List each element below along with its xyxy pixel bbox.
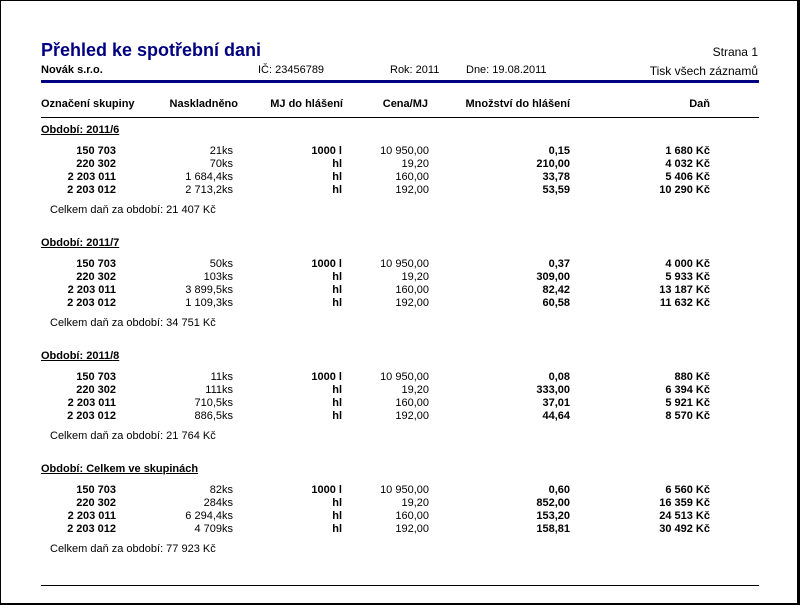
tax-cell: 11 632 Kč: [659, 297, 710, 309]
unit-cell: hl: [332, 284, 342, 296]
price-cell: 19,20: [401, 384, 429, 396]
table-row: [0, 510, 800, 523]
quantity-cell: 44,64: [542, 410, 570, 422]
quantity-cell: 0,60: [548, 484, 570, 496]
stock-cell: 11ks: [210, 371, 233, 383]
tax-cell: 5 921 Kč: [665, 397, 710, 409]
tax-cell: 6 560 Kč: [665, 484, 710, 496]
quantity-cell: 309,00: [536, 271, 570, 283]
group-code: 150 703: [76, 258, 116, 270]
group-code: 2 203 012: [67, 297, 116, 309]
group-code: 2 203 012: [67, 523, 116, 535]
period-title: Období: 2011/7: [41, 237, 120, 249]
table-row: [0, 397, 800, 410]
quantity-cell: 37,01: [542, 397, 570, 409]
price-cell: 192,00: [395, 297, 429, 309]
price-cell: 160,00: [395, 510, 429, 522]
table-row: [0, 497, 800, 510]
price-cell: 10 950,00: [380, 258, 429, 270]
quantity-cell: 53,59: [542, 184, 570, 196]
table-row: [0, 145, 800, 158]
group-code: 220 302: [76, 158, 116, 170]
stock-cell: 103ks: [203, 271, 233, 283]
group-code: 2 203 011: [67, 510, 116, 522]
price-cell: 192,00: [395, 410, 429, 422]
report-title: Přehled ke spotřební dani: [41, 40, 262, 60]
stock-cell: 111ks: [205, 384, 233, 396]
unit-cell: hl: [332, 410, 342, 422]
table-row: [0, 410, 800, 423]
unit-cell: hl: [332, 184, 342, 196]
tax-cell: 4 032 Kč: [665, 158, 710, 170]
period-total: Celkem daň za období: 34 751 Kč: [50, 317, 216, 329]
tax-cell: 13 187 Kč: [659, 284, 710, 296]
unit-cell: 1000 l: [311, 145, 342, 157]
report-date: Dne: 19.08.2011: [466, 64, 547, 76]
group-code: 2 203 011: [67, 171, 116, 183]
unit-cell: hl: [332, 171, 342, 183]
price-cell: 19,20: [401, 271, 429, 283]
period-total: Celkem daň za období: 21 764 Kč: [50, 430, 216, 442]
group-code: 220 302: [76, 271, 116, 283]
page-number: Strana 1: [712, 45, 758, 59]
tax-cell: 30 492 Kč: [659, 523, 710, 535]
group-code: 2 203 011: [67, 397, 116, 409]
price-cell: 160,00: [395, 171, 429, 183]
unit-cell: 1000 l: [311, 484, 342, 496]
column-header-group: Označení skupiny: [41, 98, 135, 110]
group-code: 2 203 012: [67, 410, 116, 422]
stock-cell: 886,5ks: [194, 410, 233, 422]
price-cell: 192,00: [395, 184, 429, 196]
period-total: Celkem daň za období: 77 923 Kč: [50, 543, 216, 555]
price-cell: 160,00: [395, 284, 429, 296]
unit-cell: hl: [332, 297, 342, 309]
price-cell: 10 950,00: [380, 484, 429, 496]
stock-cell: 2 713,2ks: [185, 184, 233, 196]
stock-cell: 6 294,4ks: [185, 510, 233, 522]
group-code: 2 203 011: [67, 284, 116, 296]
group-code: 150 703: [76, 371, 116, 383]
table-row: [0, 384, 800, 397]
unit-cell: hl: [332, 523, 342, 535]
quantity-cell: 60,58: [542, 297, 570, 309]
column-header-tax: Daň: [689, 98, 710, 110]
table-row: [0, 284, 800, 297]
unit-cell: hl: [332, 384, 342, 396]
quantity-cell: 0,15: [548, 145, 570, 157]
group-code: 220 302: [76, 384, 116, 396]
unit-cell: hl: [332, 510, 342, 522]
group-code: 220 302: [76, 497, 116, 509]
price-cell: 160,00: [395, 397, 429, 409]
quantity-cell: 33,78: [542, 171, 570, 183]
table-row: [0, 271, 800, 284]
column-header-price: Cena/MJ: [382, 98, 428, 110]
stock-cell: 70ks: [209, 158, 233, 170]
quantity-cell: 158,81: [536, 523, 570, 535]
company-name: Novák s.r.o.: [41, 64, 103, 76]
tax-cell: 8 570 Kč: [665, 410, 710, 422]
tax-cell: 6 394 Kč: [665, 384, 710, 396]
tax-cell: 4 000 Kč: [665, 258, 710, 270]
table-row: [0, 371, 800, 384]
quantity-cell: 852,00: [536, 497, 570, 509]
quantity-cell: 0,08: [548, 371, 570, 383]
column-header-stock: Naskladněno: [169, 98, 238, 110]
price-cell: 19,20: [401, 497, 429, 509]
price-cell: 19,20: [401, 158, 429, 170]
stock-cell: 710,5ks: [194, 397, 233, 409]
table-row: [0, 258, 800, 271]
quantity-cell: 0,37: [548, 258, 570, 270]
table-row: [0, 184, 800, 197]
unit-cell: hl: [332, 497, 342, 509]
group-code: 2 203 012: [67, 184, 116, 196]
table-row: [0, 523, 800, 536]
company-id: IČ: 23456789: [258, 64, 325, 76]
column-header-unit: MJ do hlášení: [270, 98, 343, 110]
report-year: Rok: 2011: [390, 64, 440, 76]
quantity-cell: 82,42: [542, 284, 570, 296]
stock-cell: 4 709ks: [194, 523, 233, 535]
quantity-cell: 153,20: [536, 510, 570, 522]
table-row: [0, 158, 800, 171]
period-title: Období: Celkem ve skupinách: [41, 463, 199, 475]
tax-cell: 10 290 Kč: [659, 184, 710, 196]
group-code: 150 703: [76, 484, 116, 496]
stock-cell: 21ks: [209, 145, 233, 157]
stock-cell: 1 684,4ks: [185, 171, 233, 183]
unit-cell: hl: [332, 158, 342, 170]
table-row: [0, 297, 800, 310]
quantity-cell: 210,00: [536, 158, 570, 170]
table-row: [0, 484, 800, 497]
period-title: Období: 2011/8: [41, 350, 120, 362]
unit-cell: 1000 l: [311, 371, 342, 383]
quantity-cell: 333,00: [536, 384, 570, 396]
price-cell: 192,00: [395, 523, 429, 535]
tax-cell: 5 933 Kč: [665, 271, 710, 283]
group-code: 150 703: [76, 145, 116, 157]
stock-cell: 50ks: [209, 258, 233, 270]
price-cell: 10 950,00: [380, 371, 429, 383]
table-row: [0, 171, 800, 184]
stock-cell: 1 109,3ks: [185, 297, 233, 309]
price-cell: 10 950,00: [380, 145, 429, 157]
column-header-quantity: Množství do hlášení: [465, 98, 570, 110]
tax-cell: 5 406 Kč: [665, 171, 710, 183]
tax-cell: 1 680 Kč: [665, 145, 710, 157]
stock-cell: 284ks: [203, 497, 233, 509]
print-mode: Tisk všech záznamů: [649, 64, 758, 78]
unit-cell: hl: [332, 397, 342, 409]
header-divider: [41, 80, 759, 83]
tax-cell: 16 359 Kč: [659, 497, 710, 509]
column-header-divider: [41, 117, 759, 118]
period-title: Období: 2011/6: [41, 124, 120, 136]
unit-cell: hl: [332, 271, 342, 283]
tax-cell: 24 513 Kč: [659, 510, 710, 522]
stock-cell: 3 899,5ks: [185, 284, 233, 296]
stock-cell: 82ks: [209, 484, 233, 496]
tax-cell: 880 Kč: [674, 371, 710, 383]
footer-divider: [41, 585, 759, 586]
unit-cell: 1000 l: [311, 258, 342, 270]
period-total: Celkem daň za období: 21 407 Kč: [50, 204, 216, 216]
